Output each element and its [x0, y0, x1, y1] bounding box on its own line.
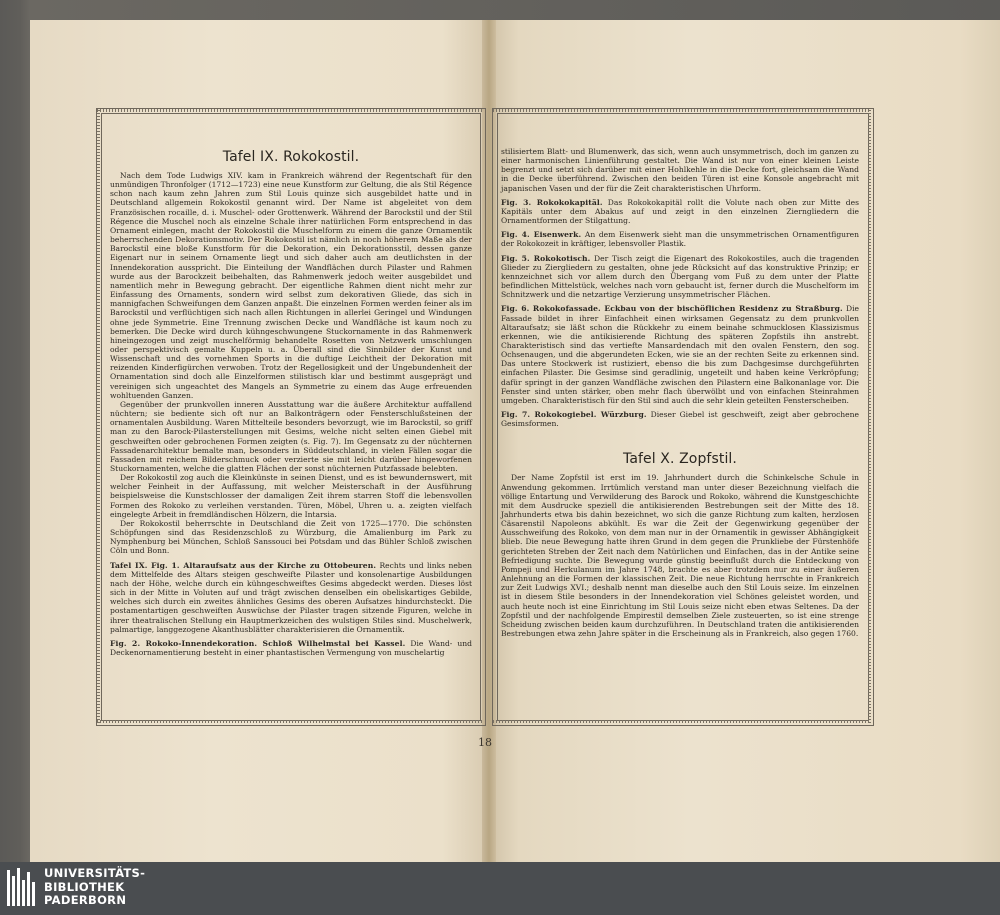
figure-caption	[501, 230, 859, 248]
figure-caption-text: Rechts und links neben dem Mittelfelde des Altars steigen geschweifte Pilaster und konsolenartige Ausbildungen nach der Höhe, welche durch ein kühngeschweiftes Gesims abgedeckt werden. Dieses löst sich in der Mitte in Voluten auf und trägt zwischen denselben ein obeliskartiges Gebilde, welches sich durch ein zweites ähnliches Gesims des oberen Aufsatzes hindurchsteckt. Die postamentartigen geschweiften Auswüchse der Pilaster tragen sitzende Figuren, welche in ihrer theatralischen Stellung ein Hauptmerkzeichen des wulstigen Stiles sind. Muschelwerk, palmartige, langgezogene Akanthusblätter charakterisieren die Ornamentik.	[110, 560, 472, 634]
figure-caption-text: Das Rokokokapitäl rollt die Volute nach oben zur Mitte des Kapitäls unter dem Abakus auf und zeigt in den einzelnen Zierngliedern die Ornamentformen der Stilgattung.	[501, 197, 859, 226]
figure-caption	[110, 639, 472, 657]
figure-caption-text: An dem Eisenwerk sieht man die unsymmetrischen Ornamentfiguren der Rokokozeit in kräftiger, lebensvoller Plastik.	[501, 230, 859, 249]
figure-caption	[501, 304, 859, 405]
section-title-tafel-ix: Tafel IX. Rokokostil.	[222, 149, 360, 165]
right-frame-hatch-bottom	[493, 720, 871, 723]
right-frame-hatch-top	[493, 109, 871, 112]
figure-caption-text: Die Fassade bildet in ihrer Einfachheit einen wirksamen Gegensatz zu dem prunkvollen Altaraufsatz; sie läßt schon die Rückkehr zu einem beinahe schmucklosen Klassizismus erkennen, wie die antikisierende Richtung des späteren Zopfstils ihn anstrebt. Charakteristisch sind das vertiefte Mansardendach mit den ovalen Fenstern, den sog. Ochsenaugen, und die abgerundeten Ecken, wie sie an der rechten Seite zu erkennen sind. Das untere Stockwerk ist rustiziert, ebenso die bis zum Dachgesimse durchgeführten einfachen Pilaster. Die Gesimse sind geradlinig, ungeteilt und haben keine Verkröpfung; dafür springt in der ganzen Wandfläche zwischen den Pilastern eine Balkonanlage vor. Die Fenster sind unten stärker, oben mehr flach überwölbt und von einfachen Steinrahmen umgeben. Charakteristisch für den Stil sind auch die sehr klein geteilten Fensterscheiben.	[501, 304, 859, 405]
right-frame-hatch-right	[868, 109, 871, 723]
figure-caption-head: Fig. 3. Rokokokapitäl.	[501, 197, 603, 207]
section-title-tafel-x: Tafel X. Zopfstil.	[623, 451, 737, 468]
left-frame-hatch-bottom	[97, 720, 483, 723]
figure-caption-head: Fig. 6. Rokokofassade. Eckbau von der bischöflichen Residenz zu Straßburg.	[501, 304, 843, 314]
library-footer	[0, 862, 1000, 915]
figure-caption-head: Tafel IX. Fig. 1. Altaraufsatz aus der Kirche zu Ottobeuren.	[110, 560, 377, 570]
figure-caption	[501, 198, 859, 225]
figure-caption	[501, 410, 859, 428]
figure-caption-text: Dieser Giebel ist geschweift, zeigt aber gebrochene Gesimsformen.	[501, 410, 859, 429]
figure-caption-head: Fig. 5. Rokokotisch.	[501, 253, 591, 263]
right-text-column	[501, 147, 859, 638]
paragraph: Der Name Zopfstil ist erst im 19. Jahrhundert durch die Schinkelsche Schule in Anwendung gekommen. Irrtümlich verstand man unter dieser Bezeichnung vielfach die völlige Entartung und Verwilderung des Barock und Rokoko, während die Kunstgeschichte mit dem Ausdrucke speziell die antikisierenden Bestrebungen seit der Mitte des 18. Jahrhunderts etwa bis dahin bezeichnet, wo sich die ganze Richtung zum kalten, herzlosen Cäsarenstil Napoleons abkühlt. Es war die Zeit der Gegenwirkung gegenüber der Ausschweifung des Rokoko, von dem man nur in der Ornamentik in gewisser Abhängigkeit blieb. Die neue Bewegung hatte ihren Grund in dem gegen die Prunkliebe der Fürstenhöfe gerichteten Streben der Zeit nach dem Natürlichen und Einfachen, das in der Antike seine Befriedigung suchte. Die Bewegung wurde günstig beeinflußt durch die Entdeckung von Pompeji und Herkulanum im Jahre 1748, brachte es aber trotzdem nur zu einer äußeren Anlehnung an die Formen der klassischen Zeit. Die neue Richtung herrschte in Frankreich zur Zeit Ludwigs XVI.; deshalb nennt man dieselbe auch den Stil Louis seize. Im einzelnen ist in diesem Stile besonders in der Innendekoration viel Schönes geleistet worden, und auch heute noch ist eine Einrichtung im Stil Louis seize nicht eben etwas Seltenes. Da der Zopfstil und der nachfolgende Empirestil demselben Ziele zusteuerten, so ist eine strenge Scheidung zwischen beiden kaum durchzuführen. In Deutschland traten die antikisierenden Bestrebungen etwa zehn Jahre später in die Erscheinung als in Frankreich, also gegen 1760.	[501, 473, 859, 639]
logo-line: PADERBORN	[44, 893, 127, 907]
paragraph: Nach dem Tode Ludwigs XIV. kam in Frankreich während der Regentschaft für den unmündigen Thronfolger (1712—1723) eine neue Kunstform zur Geltung, die als Stil Régence schon nach kaum zehn Jahren zum Stil Louis quinze sich ausgebildet hatte und in Deutschland allgemein Rokokostil genannt wird. Der Name ist abgeleitet von dem Französischen rocaille, d. i. Muschel- oder Grottenwerk. Während der Barockstil und der Stil Régence die Muschel noch als einzelne Schale ihrer natürlichen Form entsprechend in das Ornament einlegen, macht der Rokokostil die Muschelform zu einem die ganze Ornamentik beherrschenden Dekorationsmotiv. Der Rokokostil ist nämlich in noch höherem Maße als der Barockstil eine bloße Kunstform für die Dekoration, ein Dekorationsstil, dessen ganze Eigenart nur in seinem Ornamente liegt und sich daher auch am deutlichsten in der Innendekoration ausspricht. Die Einteilung der Wandflächen durch Pilaster und Rahmen wurde aus der Barockzeit beibehalten, das Rahmenwerk jedoch weiter ausgebildet und namentlich mehr in Bewegung gebracht. Der eigentliche Rahmen dient nicht mehr zur Einfassung des Ornaments, sondern wird selbst zum dekorativen Gliede, das sich in mannigfachen Schweifungen dem Ganzen anpaßt. Die einzelnen Formen werden feiner als im Barockstil und verflüchtigen sich nach allen Richtungen in allerlei Geringel und Windungen ohne jede Symmetrie. Eine Trennung zwischen Decke und Wandfläche ist kaum noch zu bemerken. Die Decke wird durch kühngeschwungene Stuckornamente in das Rahmenwerk hineingezogen und zeigt muschelförmig behandelte Rosetten von Netzwerk umschlungen oder perspektivisch gemalte Kuppeln u. a. Überall sind die Sinnbilder der Kunst und Wissenschaft und des vornehmen Sports in die duftige Leichtheit der Dekoration mit reizenden Kinderfigürchen verwoben. Trotz der Regellosigkeit und der Ungebundenheit der Ornamentation sind doch alle Einzelformen stilistisch klar und bestimmt ausgeprägt und vereinigen sich ungeachtet des Mangels an Symmetrie zu einem das Auge erfreuenden wohltuenden Ganzen.	[110, 171, 472, 400]
paragraph: Gegenüber der prunkvollen inneren Ausstattung war die äußere Architektur auffallend nüchtern; sie bediente sich oft nur an Balkonträgern oder Fensterschlußsteinen der ornamentalen Ausbildung. Waren Mittelteile besonders bevorzugt, wie im Barockstil, so griff man zu den Barock-Pilasterstellungen mit Gesims, welche nicht selten einen Giebel mit geschweiften oder gebrochenen Formen zeigten (s. Fig. 7). Im Gegensatz zu der nüchternen Fassadenarchitektur bemalte man, besonders in Süddeutschland, in vielen Fällen sogar die Fassaden mit reichem Bilderschmuck oder verzierte sie mit leicht darüber hingeworfenen Stuckornamenten, welche die glatten Flächen der sonst nüchternen Putzfassade belebten.	[110, 399, 472, 473]
logo-line: UNIVERSITÄTS-	[44, 866, 146, 880]
left-frame-hatch-left	[97, 109, 100, 723]
figure-caption-text: Die Wand- und Deckenornamentierung besteht in einer phantastischen Vermengung von muschelartig	[110, 638, 473, 657]
figure-caption-head: Fig. 4. Eisenwerk.	[501, 230, 582, 240]
left-frame-hatch-top	[97, 109, 483, 112]
logo-line: BIBLIOTHEK	[44, 879, 125, 894]
left-text-column	[110, 148, 472, 657]
library-logo-icon	[6, 866, 40, 910]
library-logo-text	[44, 867, 145, 908]
figure-caption-text: Der Tisch zeigt die Eigenart des Rokokostiles, auch die tragenden Glieder zu Ziergliedern zu gestalten, ohne jede Rücksicht auf das konstruktive Prinzip; er kennzeichnet sich vor allem durch den Übergang vom Fuß zu dem unter der Platte befindlichen Mittelstück, welches nach vorn gebaucht ist, ferner durch die Muschelform im Schnitzwerk und die netzartige Verzierung unsymmetrischer Flächen.	[501, 253, 859, 300]
figure-caption-head: Fig. 2. Rokoko-Innendekoration. Schloß Wilhelmstal bei Kassel.	[110, 638, 406, 648]
paragraph: Der Rokokostil beherrschte in Deutschland die Zeit von 1725—1770. Die schönsten Schöpfungen sind das Residenzschloß zu Würzburg, die Amalienburg im Park zu Nymphenburg bei München, Schloß Sanssouci bei Potsdam und das Bühler Schloß zwischen Cöln und Bonn.	[110, 518, 472, 556]
figure-caption	[501, 254, 859, 300]
paragraph: Der Rokokostil zog auch die Kleinkünste in seinen Dienst, und es ist bewundernswert, mit welcher Feinheit in der Auffassung, mit welcher Meisterschaft in der Ausführung beispielsweise die Kunstschlosser der damaligen Zeit ihrem starren Stoff die lebensvollen Formen des Rokoko zu verleihen verstanden. Türen, Möbel, Uhren u. a. zeigten vielfach eingelegte Arbeit in fremdländischen Hölzern, die Intarsia.	[110, 473, 472, 519]
page-number: 18	[478, 736, 492, 749]
figure-caption-head: Fig. 7. Rokokogiebel. Würzburg.	[501, 410, 647, 420]
paragraph-continuation: stilisiertem Blatt- und Blumenwerk, das sich, wenn auch unsymmetrisch, doch im ganzen zu einer harmonischen Linienführung gestaltet. Die Wand ist nur von einer kleinen Leiste begrenzt und setzt sich darüber mit einer Hohlkehle in die Decke fort, gleichsam die Wand in die Decke überführend. Zwischen den beiden Türen ist eine Konsole angebracht mit japanischen Vasen und der für die Zeit charakteristischen Uhrform.	[501, 147, 859, 193]
figure-caption	[110, 561, 472, 634]
